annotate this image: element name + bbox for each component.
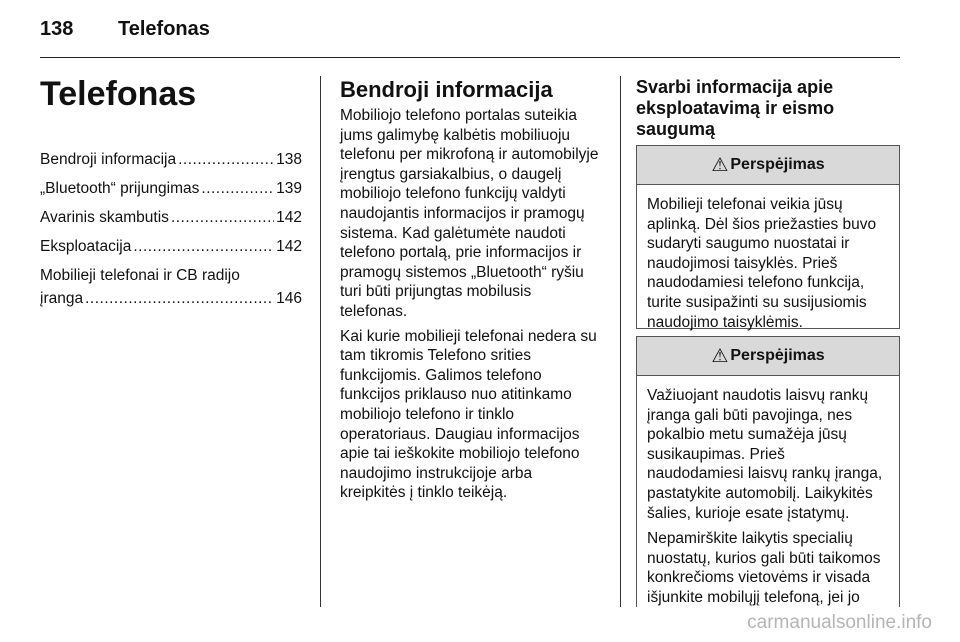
text-line: įranga gali būti pavojinga, nes [647, 406, 853, 424]
toc-entry[interactable] [40, 264, 302, 310]
warning-paragraph [647, 529, 889, 607]
toc-entry-label: „Bluetooth“ prijungimas [40, 180, 200, 197]
table-of-contents [40, 148, 302, 310]
text-line: išjunkite mobilųjį telefoną, jei jo [647, 588, 860, 606]
text-line: telefonas. [340, 302, 408, 320]
chapter-toc-column [40, 72, 302, 310]
site-watermark: carmanualsonline.info [747, 612, 932, 633]
warning-header [637, 337, 899, 376]
warning-body [637, 185, 899, 346]
section-heading [636, 77, 900, 140]
text-line: telefono portalą, prie informacijos ir [340, 244, 582, 262]
toc-leader-dots [133, 235, 274, 258]
running-title: Telefonas [118, 18, 210, 40]
heading-line: eksploatavimą ir eismo [636, 98, 835, 118]
warning-paragraph [647, 386, 889, 523]
text-line: Mobilieji telefonai veikia jūsų [647, 196, 843, 213]
text-line: telefonu per mikrofoną ir automobilyje [340, 146, 599, 164]
toc-entry-label: Bendroji informacija [40, 151, 177, 168]
warning-box [636, 145, 900, 329]
warning-triangle-icon: ⚠ [711, 154, 729, 176]
text-line: šalies, kurioje esate įstatymų. [647, 504, 850, 522]
text-line: nuostatų, kurios gali būti taikomos [647, 549, 881, 567]
warning-header [637, 146, 899, 185]
column-divider-2 [620, 76, 621, 607]
toc-entry-page: 146 [276, 290, 302, 307]
header-rule [40, 57, 900, 58]
text-line: Mobiliojo telefono portalas suteikia [340, 107, 577, 124]
text-line: naudojimo taisyklėmis. [647, 313, 803, 331]
text-line: sistema. Kad galėtumėte naudoti [340, 224, 566, 242]
toc-entry-page: 142 [276, 238, 302, 255]
toc-entry[interactable] [40, 235, 302, 258]
general-info-column [340, 76, 608, 508]
text-line: funkcijomis. Galimos telefono [340, 366, 542, 384]
text-line: naudojimo instrukcijoje arba [340, 464, 533, 482]
paragraph [340, 106, 608, 322]
warning-triangle-icon: ⚠ [711, 345, 729, 367]
text-line: kreipkitės į tinklo teikėją. [340, 484, 508, 502]
text-line: jums galimybę kalbėtis mobiliuoju [340, 126, 571, 144]
text-line: pramogų sistemos „Bluetooth“ ryšiu [340, 263, 584, 281]
text-line: naudodamiesi telefono funkcija, [647, 274, 865, 292]
warning-body [637, 376, 899, 622]
text-line: Kai kurie mobilieji telefonai nedera su [340, 327, 597, 345]
section-heading: Bendroji informacija [340, 77, 553, 102]
toc-leader-dots [171, 206, 274, 229]
page-number: 138 [40, 18, 74, 40]
column-divider-1 [320, 76, 321, 607]
text-line: Važiuojant naudotis laisvų rankų [647, 387, 869, 404]
toc-entry-page: 138 [276, 151, 302, 168]
toc-entry[interactable] [40, 206, 302, 229]
text-line: tam tikromis Telefono srities [340, 347, 531, 365]
text-line: turi būti prijungtas mobilusis [340, 283, 532, 301]
text-line: naudodamiesi laisvų rankų įranga, [647, 465, 883, 483]
heading-line: Svarbi informacija apie [636, 77, 834, 97]
toc-leader-dots [85, 287, 274, 310]
text-line: įrengtus garsiakalbius, o daugelį [340, 165, 562, 183]
text-line: funkcijos priklauso nuo atitinkamo [340, 386, 572, 404]
text-line: turite susipažinti su susijusiomis [647, 293, 867, 311]
text-line: naudojimosi taisyklės. Prieš [647, 254, 838, 272]
chapter-title: Telefonas [40, 75, 197, 113]
text-line: mobiliojo telefono ir tinklo [340, 405, 515, 423]
safety-heading-block [636, 77, 900, 140]
text-line: pastatykite automobilį. Laikykitės [647, 484, 873, 502]
heading-line: saugumą [636, 119, 716, 139]
text-line: naudojantis informacijos ir pramogų [340, 204, 585, 222]
text-line: susikaupimas. Prieš [647, 445, 785, 463]
toc-entry-page: 139 [276, 180, 302, 197]
toc-entry[interactable] [40, 177, 302, 200]
toc-entry-label: Avarinis skambutis [40, 209, 169, 226]
text-line: sudaryti saugumo nuostatai ir [647, 235, 850, 253]
text-line: operatoriaus. Daugiau informacijos [340, 425, 580, 443]
text-line: mobiliojo telefono funkcijų valdyti [340, 185, 566, 203]
toc-leader-dots [201, 177, 274, 200]
toc-entry-label: įranga [40, 290, 84, 307]
toc-entry-label-line1: Mobilieji telefonai ir CB radijo [40, 267, 240, 284]
text-line: pokalbio metu sumažėja jūsų [647, 426, 847, 444]
text-line: aplinką. Dėl šios priežasties buvo [647, 215, 877, 233]
paragraph [340, 327, 608, 503]
text-line: konkrečioms vietovėms ir visada [647, 569, 871, 587]
toc-leader-dots [178, 148, 274, 171]
warning-paragraph [647, 195, 889, 332]
text-line: apie tai ieškokite mobiliojo telefono [340, 445, 580, 463]
toc-entry[interactable] [40, 148, 302, 171]
warning-box [636, 336, 900, 607]
warning-title: Perspėjimas [730, 156, 825, 173]
text-line: Nepamirškite laikytis specialių [647, 530, 853, 548]
warning-title: Perspėjimas [730, 347, 825, 364]
toc-entry-page: 142 [276, 209, 302, 226]
toc-entry-label: Eksploatacija [40, 238, 132, 255]
